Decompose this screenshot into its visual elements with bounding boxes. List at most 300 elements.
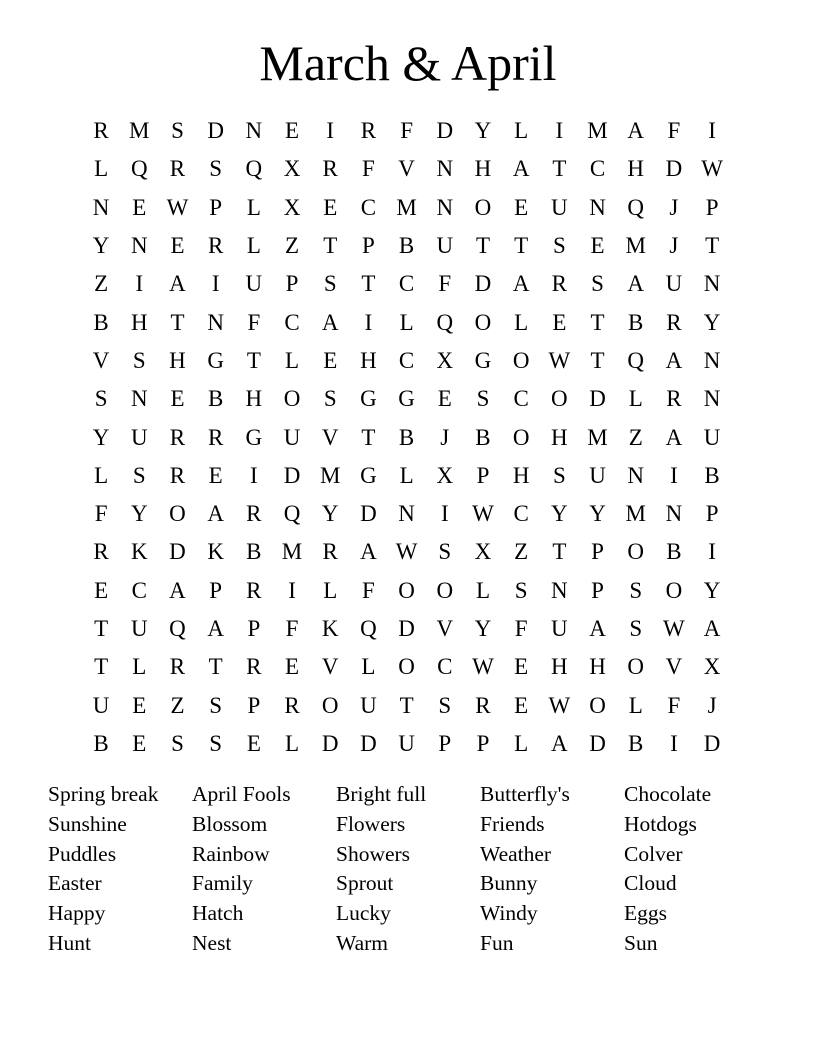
grid-letter: T xyxy=(170,309,185,335)
grid-letter: W xyxy=(548,347,571,373)
grid-row xyxy=(82,342,731,380)
grid-letter: B xyxy=(704,462,720,488)
grid-letter: A xyxy=(551,730,568,756)
grid-letter: F xyxy=(94,501,108,527)
grid-letter: H xyxy=(474,156,492,182)
grid-letter: G xyxy=(360,386,377,412)
grid-letter: L xyxy=(514,309,529,335)
word-list xyxy=(48,780,768,959)
grid-letter: E xyxy=(285,118,300,144)
word-list-item: Rainbow xyxy=(192,841,270,866)
grid-letter: H xyxy=(551,424,568,450)
grid-letter: F xyxy=(514,616,528,641)
word-list-item: Hotdogs xyxy=(624,811,697,836)
grid-letter: R xyxy=(93,118,109,144)
word-list-item: Spring break xyxy=(48,782,159,806)
grid-letter: O xyxy=(627,539,645,565)
grid-letter: N xyxy=(703,271,721,297)
grid-row xyxy=(82,648,731,686)
grid-letter: T xyxy=(590,309,605,335)
grid-letter: E xyxy=(132,692,147,718)
grid-letter: T xyxy=(399,692,414,718)
grid-letter: P xyxy=(247,692,261,718)
grid-letter: R xyxy=(246,577,262,603)
grid-letter: L xyxy=(285,347,300,373)
grid-letter: M xyxy=(625,501,646,527)
grid-row xyxy=(82,495,731,533)
grid-letter: M xyxy=(319,462,341,488)
grid-letter: Y xyxy=(321,501,339,527)
grid-letter: I xyxy=(250,462,258,488)
grid-letter: E xyxy=(246,730,261,756)
grid-letter: N xyxy=(627,462,645,488)
grid-letter: Y xyxy=(474,616,492,641)
grid-letter: C xyxy=(513,501,529,527)
grid-letter: R xyxy=(207,233,224,259)
grid-letter: R xyxy=(207,424,224,450)
grid-letter: F xyxy=(667,692,681,718)
grid-letter: U xyxy=(130,424,148,450)
grid-letter: U xyxy=(245,271,263,297)
grid-letter: O xyxy=(283,386,301,412)
grid-letter: T xyxy=(361,424,376,450)
grid-letter: F xyxy=(438,271,452,297)
grid-letter: L xyxy=(475,577,490,603)
word-list-item: Cloud xyxy=(624,871,677,896)
grid-letter: K xyxy=(207,539,224,565)
grid-letter: E xyxy=(590,233,605,259)
grid-letter: Z xyxy=(94,271,109,297)
grid-letter: O xyxy=(665,577,683,603)
grid-letter: P xyxy=(476,462,490,488)
grid-letter: L xyxy=(514,118,529,144)
grid-letter: L xyxy=(514,730,529,756)
grid-letter: E xyxy=(170,386,185,412)
grid-row xyxy=(82,457,731,495)
grid-letter: T xyxy=(323,233,338,259)
grid-letter: R xyxy=(284,692,300,718)
grid-letter: Y xyxy=(130,501,148,527)
grid-letter: S xyxy=(171,730,184,756)
grid-letter: A xyxy=(627,118,645,144)
grid-letter: A xyxy=(589,616,606,641)
grid-letter: D xyxy=(665,156,683,182)
grid-letter: S xyxy=(552,462,566,488)
grid-letter: O xyxy=(512,347,530,373)
grid-letter: S xyxy=(476,386,490,412)
grid-letter: Y xyxy=(589,501,606,527)
grid-letter: E xyxy=(170,233,185,259)
grid-letter: P xyxy=(209,194,223,220)
word-list-item: Puddles xyxy=(48,841,117,866)
grid-letter: A xyxy=(703,616,721,641)
grid-letter: E xyxy=(514,692,529,718)
grid-letter: A xyxy=(665,347,683,373)
grid-letter: T xyxy=(94,654,109,680)
grid-letter: M xyxy=(129,118,150,144)
letter-grid xyxy=(82,112,731,763)
grid-letter: D xyxy=(474,271,492,297)
grid-letter: S xyxy=(552,233,566,259)
grid-row xyxy=(82,303,731,341)
grid-letter: L xyxy=(399,462,414,488)
grid-letter: U xyxy=(551,616,568,641)
grid-letter: I xyxy=(670,462,678,488)
grid-letter: G xyxy=(245,424,263,450)
grid-letter: O xyxy=(474,309,492,335)
grid-letter: D xyxy=(207,118,224,144)
grid-letter: L xyxy=(94,156,109,182)
grid-row xyxy=(82,686,731,724)
grid-letter: Z xyxy=(285,233,300,259)
grid-letter: B xyxy=(628,309,644,335)
grid-letter: P xyxy=(476,730,490,756)
grid-letter: A xyxy=(360,539,377,565)
word-list-item: Sunshine xyxy=(48,811,127,836)
grid-letter: Y xyxy=(92,424,110,450)
grid-letter: P xyxy=(591,539,604,565)
word-list-item: Lucky xyxy=(336,901,391,926)
grid-letter: A xyxy=(207,501,224,527)
grid-letter: R xyxy=(551,271,568,297)
grid-letter: A xyxy=(665,424,683,450)
grid-letter: K xyxy=(321,616,339,641)
grid-letter: U xyxy=(130,616,148,641)
grid-letter: B xyxy=(93,309,109,335)
grid-letter: N xyxy=(703,347,721,373)
grid-letter: A xyxy=(169,577,186,603)
grid-letter: Q xyxy=(245,156,263,182)
grid-letter: J xyxy=(440,424,450,450)
grid-letter: S xyxy=(132,462,146,488)
grid-letter: U xyxy=(703,424,721,450)
grid-letter: H xyxy=(360,347,377,373)
grid-letter: W xyxy=(472,501,494,527)
grid-letter: J xyxy=(707,692,717,718)
grid-letter: M xyxy=(625,233,646,259)
grid-letter: D xyxy=(283,462,301,488)
grid-letter: Y xyxy=(551,501,568,527)
grid-letter: G xyxy=(398,386,415,412)
grid-letter: M xyxy=(281,539,303,565)
grid-letter: T xyxy=(208,654,223,680)
grid-letter: B xyxy=(207,386,224,412)
grid-letter: T xyxy=(94,616,109,641)
grid-letter: C xyxy=(589,156,606,182)
word-list-item: Hunt xyxy=(48,930,91,955)
grid-row xyxy=(82,725,731,763)
grid-letter: M xyxy=(587,118,608,144)
word-list-item: Butterfly's xyxy=(480,782,570,806)
word-list-item: Fun xyxy=(480,930,514,955)
grid-letter: D xyxy=(360,501,377,527)
grid-letter: P xyxy=(591,577,604,603)
grid-letter: D xyxy=(589,730,606,756)
grid-letter: T xyxy=(361,271,376,297)
grid-letter: P xyxy=(285,271,299,297)
grid-letter: O xyxy=(627,654,645,680)
grid-letter: E xyxy=(132,194,147,220)
grid-letter: T xyxy=(552,156,567,182)
grid-row xyxy=(82,418,731,456)
grid-letter: G xyxy=(474,347,492,373)
grid-letter: C xyxy=(131,577,147,603)
grid-row xyxy=(82,227,731,265)
grid-letter: S xyxy=(209,692,223,718)
grid-row xyxy=(82,150,731,188)
grid-letter: P xyxy=(438,730,452,756)
grid-letter: R xyxy=(322,539,338,565)
grid-row xyxy=(82,265,731,303)
grid-letter: S xyxy=(94,386,108,412)
grid-letter: Q xyxy=(436,309,454,335)
grid-letter: S xyxy=(209,730,223,756)
grid-letter: N xyxy=(398,501,415,527)
grid-letter: F xyxy=(247,309,261,335)
grid-letter: L xyxy=(246,233,261,259)
grid-letter: O xyxy=(398,577,415,603)
grid-letter: Z xyxy=(514,539,529,565)
grid-letter: E xyxy=(323,347,338,373)
grid-letter: H xyxy=(130,309,148,335)
grid-letter: W xyxy=(472,654,494,680)
grid-letter: D xyxy=(321,730,339,756)
grid-letter: R xyxy=(93,539,109,565)
grid-letter: F xyxy=(362,156,375,182)
grid-letter: I xyxy=(708,539,716,565)
grid-letter: E xyxy=(323,194,338,220)
grid-letter: U xyxy=(283,424,301,450)
grid-letter: D xyxy=(169,539,186,565)
grid-letter: I xyxy=(555,118,564,144)
grid-row xyxy=(82,189,731,227)
grid-letter: N xyxy=(703,386,721,412)
grid-letter: H xyxy=(169,347,186,373)
word-list-item: April Fools xyxy=(192,782,291,806)
grid-letter: Y xyxy=(703,577,721,603)
word-list-item: Bunny xyxy=(480,871,538,896)
word-list-item: Weather xyxy=(480,841,552,866)
grid-letter: I xyxy=(440,501,449,527)
grid-letter: B xyxy=(628,730,644,756)
grid-letter: B xyxy=(246,539,262,565)
grid-letter: O xyxy=(512,424,530,450)
grid-letter: O xyxy=(321,692,339,718)
grid-row xyxy=(82,533,731,571)
word-list-item: Bright full xyxy=(336,782,427,806)
grid-letter: I xyxy=(326,118,335,144)
word-list-item: Chocolate xyxy=(624,782,712,806)
grid-letter: N xyxy=(551,577,568,603)
grid-letter: V xyxy=(321,424,339,450)
grid-letter: C xyxy=(437,654,453,680)
grid-letter: U xyxy=(92,692,110,718)
word-list-item: Showers xyxy=(336,841,411,866)
grid-letter: A xyxy=(321,309,339,335)
grid-letter: R xyxy=(169,654,186,680)
grid-letter: E xyxy=(514,194,529,220)
word-list-item: Hatch xyxy=(192,901,244,926)
grid-row xyxy=(82,610,731,648)
grid-letter: E xyxy=(285,654,300,680)
grid-letter: Z xyxy=(628,424,643,450)
grid-letter: N xyxy=(436,194,454,220)
grid-letter: A xyxy=(169,271,186,297)
grid-letter: R xyxy=(169,156,186,182)
grid-row xyxy=(82,380,731,418)
grid-letter: P xyxy=(209,577,223,603)
word-list-item: Windy xyxy=(480,901,538,926)
word-list-item: Sprout xyxy=(336,871,394,896)
grid-letter: F xyxy=(285,616,299,641)
grid-letter: S xyxy=(629,577,643,603)
grid-letter: W xyxy=(701,156,723,182)
word-list-item: Happy xyxy=(48,901,106,926)
grid-letter: R xyxy=(666,309,682,335)
grid-letter: U xyxy=(436,233,454,259)
grid-letter: H xyxy=(627,156,645,182)
grid-letter: U xyxy=(665,271,683,297)
grid-letter: O xyxy=(436,577,454,603)
grid-letter: H xyxy=(551,654,568,680)
grid-letter: S xyxy=(323,386,337,412)
grid-letter: S xyxy=(171,118,184,144)
grid-letter: X xyxy=(436,347,454,373)
grid-letter: I xyxy=(364,309,373,335)
grid-letter: E xyxy=(132,730,147,756)
grid-letter: W xyxy=(395,539,418,565)
grid-letter: L xyxy=(361,654,376,680)
grid-letter: R xyxy=(169,462,186,488)
grid-letter: P xyxy=(362,233,375,259)
grid-letter: N xyxy=(665,501,683,527)
grid-letter: P xyxy=(705,194,719,220)
grid-letter: T xyxy=(475,233,490,259)
word-list-item: Family xyxy=(192,871,253,896)
word-list-item: Warm xyxy=(336,930,388,955)
grid-letter: N xyxy=(589,194,606,220)
grid-letter: Q xyxy=(627,347,645,373)
grid-letter: P xyxy=(247,616,261,641)
word-list-item: Blossom xyxy=(192,811,268,836)
grid-letter: O xyxy=(169,501,186,527)
grid-letter: R xyxy=(666,386,682,412)
grid-letter: U xyxy=(398,730,415,756)
grid-letter: B xyxy=(93,730,109,756)
grid-letter: E xyxy=(437,386,452,412)
grid-letter: R xyxy=(246,654,262,680)
grid-letter: R xyxy=(169,424,186,450)
grid-letter: F xyxy=(667,118,681,144)
grid-letter: L xyxy=(628,386,643,412)
grid-letter: O xyxy=(398,654,415,680)
grid-letter: X xyxy=(474,539,492,565)
grid-letter: N xyxy=(130,233,148,259)
grid-letter: S xyxy=(132,347,146,373)
grid-letter: G xyxy=(207,347,224,373)
grid-letter: V xyxy=(665,654,683,680)
grid-letter: A xyxy=(627,271,645,297)
grid-letter: O xyxy=(474,194,492,220)
grid-letter: V xyxy=(436,616,454,641)
grid-letter: S xyxy=(438,692,452,718)
grid-letter: L xyxy=(246,194,261,220)
grid-letter: E xyxy=(552,309,567,335)
grid-letter: C xyxy=(398,347,415,373)
grid-letter: T xyxy=(552,539,567,565)
grid-letter: U xyxy=(551,194,568,220)
grid-letter: S xyxy=(323,271,337,297)
grid-letter: C xyxy=(513,386,529,412)
grid-letter: H xyxy=(512,462,530,488)
grid-letter: I xyxy=(288,577,296,603)
grid-letter: V xyxy=(321,654,339,680)
grid-letter: N xyxy=(92,194,110,220)
word-list-item: Sun xyxy=(624,930,658,955)
grid-letter: Y xyxy=(474,118,492,144)
grid-letter: S xyxy=(591,271,604,297)
grid-letter: T xyxy=(590,347,605,373)
grid-letter: S xyxy=(514,577,528,603)
page-title: March & April xyxy=(259,35,557,91)
grid-letter: B xyxy=(398,424,415,450)
grid-letter: W xyxy=(548,692,571,718)
grid-letter: Q xyxy=(627,194,645,220)
grid-row xyxy=(82,572,731,610)
grid-letter: L xyxy=(323,577,338,603)
word-list-item: Colver xyxy=(624,841,683,866)
grid-letter: D xyxy=(589,386,606,412)
grid-letter: A xyxy=(512,156,530,182)
grid-letter: K xyxy=(130,539,148,565)
grid-row xyxy=(82,112,731,150)
grid-letter: W xyxy=(663,616,685,641)
word-list-item: Eggs xyxy=(624,901,667,926)
grid-letter: Y xyxy=(92,233,110,259)
grid-letter: R xyxy=(475,692,491,718)
grid-letter: G xyxy=(360,462,377,488)
grid-letter: R xyxy=(360,118,377,144)
grid-letter: I xyxy=(670,730,678,756)
grid-letter: D xyxy=(360,730,377,756)
grid-letter: L xyxy=(399,309,414,335)
grid-letter: J xyxy=(669,233,679,259)
grid-letter: O xyxy=(551,386,568,412)
grid-letter: L xyxy=(132,654,147,680)
grid-letter: V xyxy=(398,156,415,182)
grid-letter: N xyxy=(130,386,148,412)
word-list-item: Easter xyxy=(48,871,102,896)
grid-letter: E xyxy=(208,462,223,488)
grid-letter: H xyxy=(245,386,263,412)
grid-letter: Q xyxy=(360,616,377,641)
grid-letter: S xyxy=(438,539,452,565)
grid-letter: I xyxy=(211,271,220,297)
grid-letter: X xyxy=(703,654,721,680)
grid-letter: F xyxy=(362,577,375,603)
grid-letter: Y xyxy=(703,309,721,335)
grid-letter: U xyxy=(360,692,377,718)
word-list-item: Friends xyxy=(480,811,545,836)
grid-letter: M xyxy=(587,424,608,450)
grid-letter: D xyxy=(436,118,454,144)
grid-letter: N xyxy=(436,156,454,182)
grid-letter: E xyxy=(94,577,109,603)
grid-letter: X xyxy=(283,156,301,182)
grid-letter: Q xyxy=(169,616,186,641)
grid-letter: Z xyxy=(170,692,185,718)
grid-letter: I xyxy=(135,271,144,297)
